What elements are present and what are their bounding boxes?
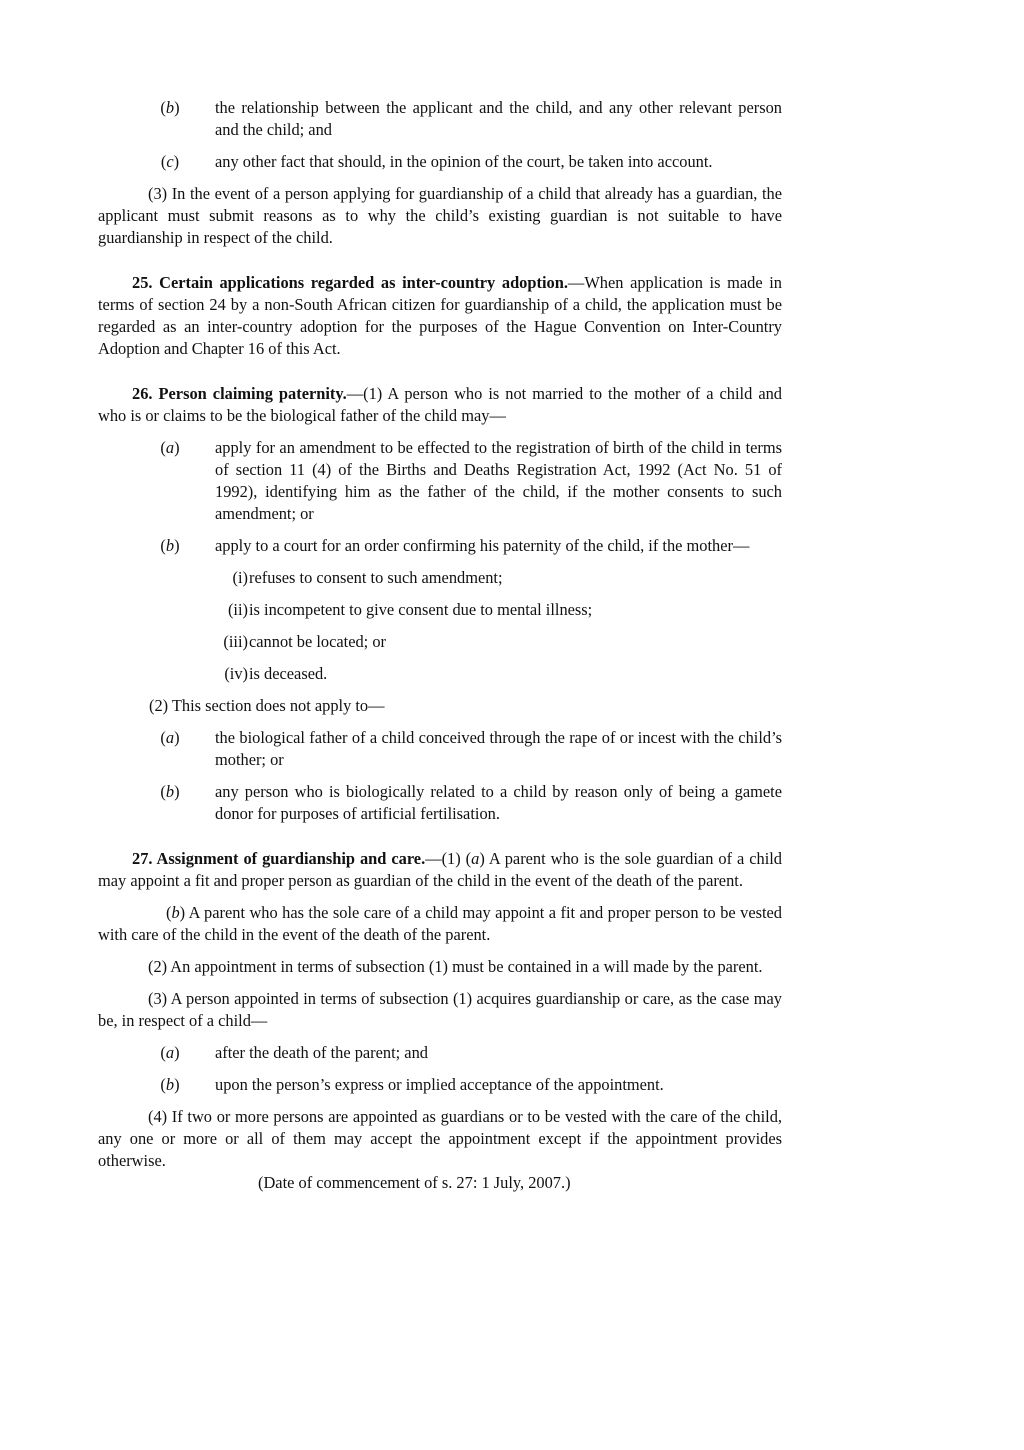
clause-label: (b) <box>160 782 180 801</box>
section-heading: 25. Certain applications regarded as inter-country adoption. <box>132 273 568 292</box>
subclause-text: is deceased. <box>249 664 328 683</box>
section-text: —When application is made in terms of section 24 by a non-South African citizen for guardianship of a child, the application must be regarded as an inter-country adoption for the purposes of the Hague Convention on Inter-Country Adoption and Chapter 16 of this Act. <box>98 273 782 358</box>
clause-b <box>98 781 782 825</box>
subsection-1b: (b) A parent who has the sole care of a child may appoint a fit and proper person to be vested with care of the child in the event of the death of the parent. <box>98 903 782 944</box>
subsection-2: (2) This section does not apply to— <box>149 696 385 715</box>
clause-label: (b) <box>160 536 180 555</box>
subsection-3: (3) In the event of a person applying for guardianship of a child that already has a guardian, the applicant must submit reasons as to why the child’s existing guardian is not suitable to have guardianship in respect of the child. <box>98 184 782 247</box>
clause-a <box>98 437 782 525</box>
subclause-i <box>98 567 782 589</box>
subsection-4: (4) If two or more persons are appointed as guardians or to be vested with the care of the child, any one or more or all of them may accept the appointment except if the appointment provides otherwise. <box>98 1107 782 1170</box>
clause-label: (b) <box>160 98 180 117</box>
section-text: —(1) A person who is not married to the mother of a child and who is or claims to be the biological father of the child may— <box>98 384 782 425</box>
clause-text: any person who is biologically related to a child by reason only of being a gamete donor for purposes of artificial fertilisation. <box>215 782 782 823</box>
subsection-2: (2) An appointment in terms of subsection (1) must be contained in a will made by the parent. <box>148 957 763 976</box>
clause-text: upon the person’s express or implied acceptance of the appointment. <box>215 1075 664 1094</box>
subclause-iv <box>98 663 782 685</box>
section-heading: 27. Assignment of guardianship and care. <box>132 849 426 868</box>
subclause-text: refuses to consent to such amendment; <box>249 568 503 587</box>
subclause-ii <box>98 599 782 621</box>
clause-text: the biological father of a child conceived through the rape of or incest with the child’s mother; or <box>215 728 782 769</box>
clause-label: (a) <box>160 438 180 457</box>
section-27: 27. Assignment of guardianship and care.—(1) (a) A parent who is the sole guardian of a child may appoint a fit and proper person as guardian of the child in the event of the death of the parent. <box>98 849 782 890</box>
clause-label: (c) <box>160 152 180 171</box>
clause-a <box>98 727 782 771</box>
document-page <box>98 97 782 1194</box>
clause-text: after the death of the parent; and <box>215 1043 428 1062</box>
subclause-text: cannot be located; or <box>249 632 386 651</box>
clause-b <box>98 97 782 141</box>
subclause-label: (ii) <box>227 600 248 619</box>
subclause-iii <box>98 631 782 653</box>
commencement-note: (Date of commencement of s. 27: 1 July, 2007.) <box>258 1173 571 1192</box>
clause-text: the relationship between the applicant and the child, and any other relevant person and the child; and <box>215 98 782 139</box>
subclause-text: is incompetent to give consent due to mental illness; <box>249 600 593 619</box>
clause-c <box>98 151 782 173</box>
subsection-3: (3) A person appointed in terms of subsection (1) acquires guardianship or care, as the case may be, in respect of a child— <box>98 989 782 1030</box>
subclause-label: (iv) <box>224 664 248 683</box>
section-heading: 26. Person claiming paternity. <box>132 384 347 403</box>
clause-text: any other fact that should, in the opinion of the court, be taken into account. <box>215 152 713 171</box>
section-25 <box>98 272 782 360</box>
clause-label: (b) <box>160 1075 180 1094</box>
clause-label: (a) <box>160 1043 180 1062</box>
clause-text: apply for an amendment to be effected to the registration of birth of the child in terms of section 11 (4) of the Births and Deaths Registration Act, 1992 (Act No. 51 of 1992), identifying him as the father of the child, if the mother consents to such amendment; or <box>215 438 782 523</box>
clause-b <box>98 535 782 557</box>
clause-a <box>98 1042 782 1064</box>
subclause-label: (iii) <box>223 632 248 651</box>
clause-text: apply to a court for an order confirming his paternity of the child, if the mother— <box>215 536 750 555</box>
clause-b <box>98 1074 782 1096</box>
clause-label: (a) <box>160 728 180 747</box>
subclause-label: (i) <box>232 568 248 587</box>
section-26 <box>98 383 782 427</box>
